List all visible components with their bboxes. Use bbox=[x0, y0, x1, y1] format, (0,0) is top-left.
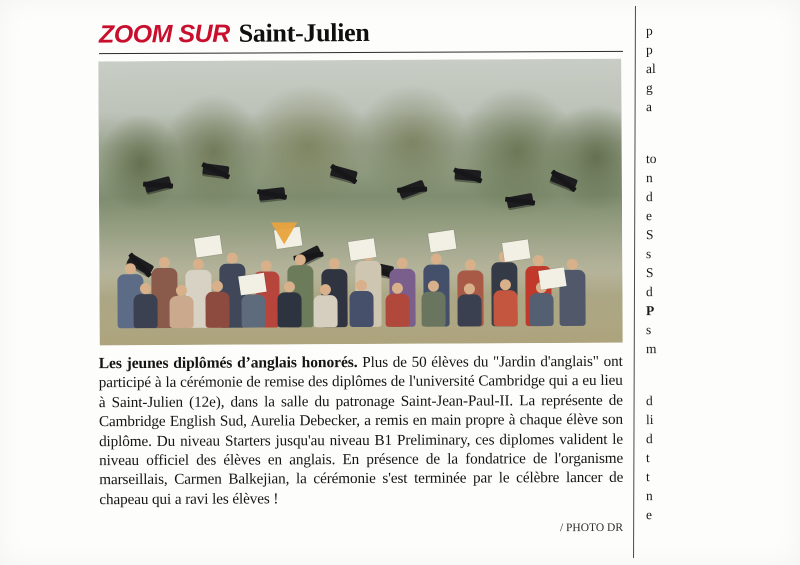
person-figure bbox=[385, 294, 409, 327]
column-text-fragment: S bbox=[645, 227, 654, 243]
diploma-paper bbox=[428, 230, 456, 253]
column-text-fragment: d bbox=[645, 189, 653, 205]
person-figure bbox=[457, 294, 481, 326]
article-clipping bbox=[95, 8, 627, 553]
graduation-cap-icon bbox=[202, 163, 229, 177]
column-text-fragment: t bbox=[645, 450, 650, 466]
column-text-fragment: s bbox=[645, 322, 652, 338]
person-figure bbox=[169, 296, 193, 328]
person-figure bbox=[241, 294, 265, 327]
photo-credit: / PHOTO DR bbox=[559, 522, 624, 535]
graduation-cap-icon bbox=[506, 193, 534, 208]
headline-rule bbox=[99, 51, 623, 54]
headline-title: Saint-Julien bbox=[238, 17, 370, 48]
diploma-paper bbox=[194, 235, 222, 258]
caption-lead: Les jeunes diplômés d’anglais honorés. bbox=[98, 354, 358, 373]
column-text-fragment: g bbox=[645, 80, 653, 96]
column-text-fragment: m bbox=[645, 341, 657, 357]
graduates-crowd bbox=[99, 161, 623, 328]
diploma-paper bbox=[348, 238, 376, 261]
column-text-fragment: t bbox=[645, 469, 650, 485]
column-text-fragment: to bbox=[645, 151, 657, 167]
column-text-fragment: d bbox=[645, 284, 653, 300]
caption-body: Plus de 50 élèves du "Jardin d'anglais" ont participé à la cérémonie de remise des diplômes de l'université Cambridge qui a eu lieu à Saint-Julien (12e), dans la salle du patronage Saint-Jean-Paul-II. La représente de Cambridge English Sud, Aurelia Debecker, a remis en main propre à chaque élève son diplôme. Du niveau Starters jusqu'au niveau B1 Preliminary, ces diplomes valident le niveau officiel des élèves en anglais. En présence de la fondatrice de l'organisme marseillais, Carmen Balkejian, la cérémonie s'est terminée par le célèbre lancer de chapeau qui a ravi les élèves ! bbox=[98, 352, 624, 508]
person-figure bbox=[421, 292, 445, 327]
arrow-marker-icon bbox=[271, 223, 297, 245]
diploma-paper bbox=[538, 267, 566, 290]
column-text-fragment: d bbox=[645, 431, 653, 447]
graduation-cap-icon bbox=[330, 165, 358, 183]
person-figure bbox=[277, 292, 301, 327]
person-figure bbox=[349, 291, 373, 327]
graduation-cap-icon bbox=[258, 187, 285, 201]
column-text-fragment: S bbox=[645, 265, 654, 281]
column-text-fragment: a bbox=[645, 99, 653, 115]
adjacent-column bbox=[632, 0, 800, 565]
graduation-cap-icon bbox=[144, 176, 172, 193]
graduation-cap-icon bbox=[398, 180, 426, 199]
column-text-fragment: s bbox=[645, 246, 652, 262]
person-figure bbox=[205, 292, 229, 328]
headline bbox=[95, 18, 627, 47]
person-figure bbox=[313, 295, 337, 327]
column-divider bbox=[633, 6, 636, 558]
column-text-fragment: p bbox=[645, 42, 653, 58]
headline-kicker: ZOOM SUR bbox=[98, 19, 230, 49]
article-caption bbox=[99, 352, 624, 510]
column-text-fragment: d bbox=[645, 393, 653, 409]
column-text-fragment: li bbox=[645, 412, 654, 428]
diploma-paper bbox=[502, 240, 530, 263]
column-text-fragment: e bbox=[645, 208, 653, 224]
article-photo bbox=[98, 59, 622, 346]
diploma-paper bbox=[238, 273, 266, 296]
graduation-cap-icon bbox=[550, 171, 578, 191]
person-figure bbox=[493, 290, 517, 326]
column-text-fragment: n bbox=[645, 488, 653, 504]
column-text-fragment: p bbox=[645, 23, 653, 39]
person-figure bbox=[133, 294, 157, 328]
column-text-fragment: P bbox=[645, 303, 655, 319]
column-text-fragment: e bbox=[645, 507, 653, 523]
person-figure bbox=[529, 293, 553, 326]
graduation-cap-icon bbox=[454, 169, 481, 182]
column-text-fragment: al bbox=[645, 61, 656, 77]
column-text-fragment: n bbox=[645, 170, 653, 186]
